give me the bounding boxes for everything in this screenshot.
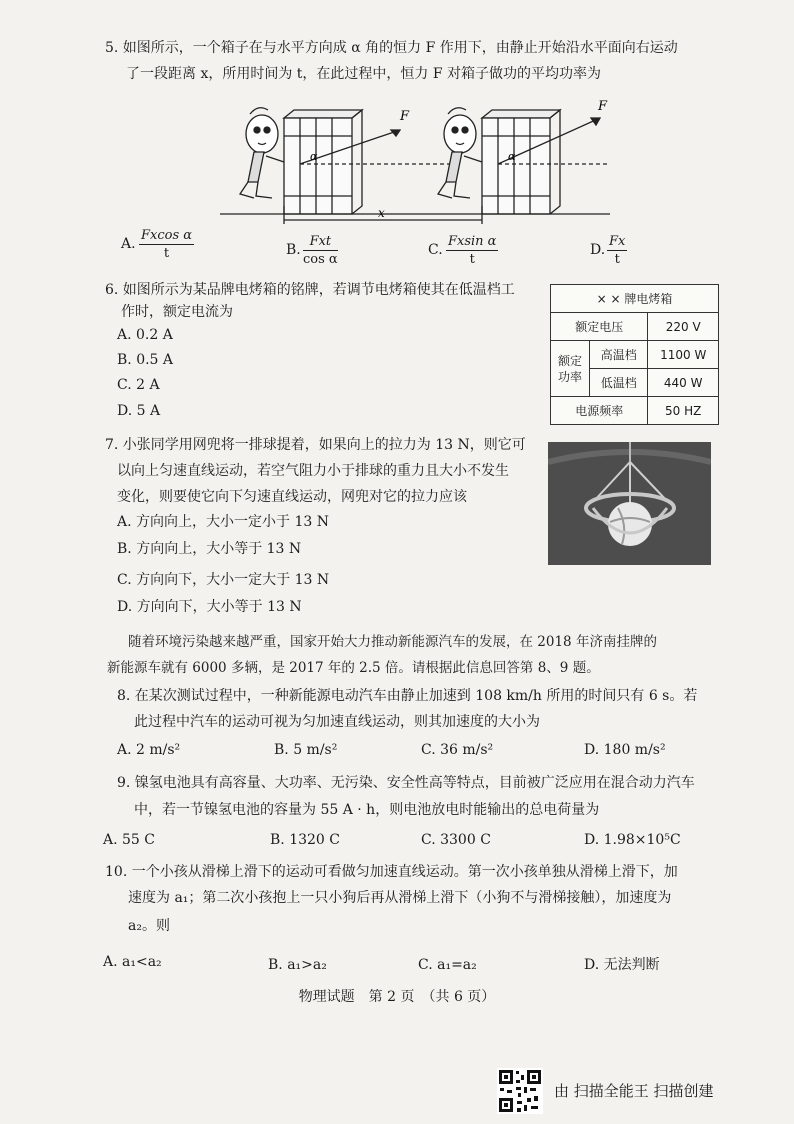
q7-stem-line1: 7. 小张同学用网兜将一排球提着，如果向上的拉力为 13 N，则它可: [105, 437, 526, 453]
q9-option-b[interactable]: B. 1320 C: [270, 832, 340, 848]
q8-option-d[interactable]: D. 180 m/s²: [584, 742, 666, 758]
crate-right-icon: [482, 110, 560, 214]
distance-label: x: [378, 206, 385, 220]
force-label-2: F: [598, 99, 608, 114]
q10-option-a[interactable]: A. a₁<a₂: [103, 954, 162, 970]
q5-option-a-fraction[interactable]: [139, 228, 194, 261]
rated-voltage-value: 220 V: [648, 313, 719, 341]
q7-option-d[interactable]: D. 方向向下，大小等于 13 N: [117, 599, 302, 615]
high-setting-label: 高温档: [590, 341, 648, 369]
frequency-value: 50 HZ: [648, 397, 719, 425]
q6-option-d[interactable]: D. 5 A: [117, 403, 161, 419]
q10-option-b[interactable]: B. a₁>a₂: [268, 957, 327, 973]
q9-stem-line1: 9. 镍氢电池具有高容量、大功率、无污染、安全性高等特点，目前被广泛应用在混合动力汽车: [117, 775, 695, 791]
q9-option-d[interactable]: D. 1.98×10⁵C: [584, 832, 681, 848]
q5-option-a-denominator: t: [163, 246, 170, 261]
low-setting-label: 低温档: [590, 369, 648, 397]
q9-stem-line2: 中，若一节镍氢电池的容量为 55 A · h，则电池放电时能输出的总电荷量为: [134, 802, 600, 818]
q5-option-b-numerator: Fxt: [303, 234, 338, 251]
q5-option-b-fraction[interactable]: [303, 234, 338, 267]
q5-option-c-denominator: t: [469, 252, 475, 267]
q7-stem-line3: 变化，则要使它向下匀速直线运动，网兜对它的拉力应该: [117, 489, 467, 505]
q7-stem-line2: 以向上匀速直线运动，若空气阻力小于排球的重力且大小不发生: [117, 463, 509, 479]
scanner-watermark-text: 由 扫描全能王 扫描创建: [554, 1082, 714, 1100]
q5-option-c-letter[interactable]: C.: [428, 242, 443, 258]
q5-stem-line1: 5. 如图所示，一个箱子在与水平方向成 α 角的恒力 F 作用下，由静止开始沿水平面向右运动: [105, 40, 678, 56]
force-label-1: F: [400, 109, 410, 124]
q10-stem-line3: a₂。则: [128, 918, 170, 934]
q10-option-c[interactable]: C. a₁=a₂: [418, 957, 477, 973]
passage-line2: 新能源车就有 6000 多辆，是 2017 年的 2.5 倍。请根据此信息回答第 8、9 题。: [107, 660, 600, 676]
q6-stem-line2: 作时，额定电流为: [121, 304, 233, 320]
q5-option-d-numerator: Fx: [609, 234, 626, 249]
q5-option-a-letter[interactable]: A.: [121, 236, 136, 252]
q8-option-c[interactable]: C. 36 m/s²: [421, 742, 494, 758]
q6-stem-line1: 6. 如图所示为某品牌电烤箱的铭牌，若调节电烤箱使其在低温档工: [105, 282, 515, 298]
frequency-label: 电源频率: [551, 397, 648, 425]
q6-option-a[interactable]: A. 0.2 A: [117, 327, 173, 343]
q7-option-b[interactable]: B. 方向向上，大小等于 13 N: [117, 541, 302, 557]
nameplate-title: × × 牌电烤箱: [551, 285, 719, 313]
crate-left-icon: [284, 110, 362, 214]
q5-option-c-fraction[interactable]: [446, 234, 498, 267]
q9-option-c[interactable]: C. 3300 C: [421, 832, 491, 848]
person-right-icon: [438, 108, 482, 198]
q5-option-b-letter[interactable]: B.: [286, 242, 301, 258]
rated-power-label: 额定功率: [551, 341, 590, 397]
person-left-icon: [240, 108, 284, 198]
q7-option-c[interactable]: C. 方向向下，大小一定大于 13 N: [117, 572, 330, 588]
q5-option-d-fraction[interactable]: [607, 234, 627, 267]
nameplate-table: [550, 284, 719, 425]
q5-stem-line2: 了一段距离 x，所用时间为 t，在此过程中，恒力 F 对箱子做功的平均功率为: [126, 66, 602, 82]
q6-option-b[interactable]: B. 0.5 A: [117, 352, 174, 368]
q9-option-a[interactable]: A. 55 C: [103, 832, 155, 848]
q8-option-a[interactable]: A. 2 m/s²: [117, 742, 181, 758]
q8-stem-line1: 8. 在某次测试过程中，一种新能源电动汽车由静止加速到 108 km/h 所用的时间只有 6 s。若: [117, 688, 698, 704]
rated-voltage-label: 额定电压: [551, 313, 648, 341]
passage-line1: 随着环境污染越来越严重，国家开始大力推动新能源汽车的发展，在 2018 年济南挂牌的: [128, 634, 657, 650]
q8-option-b[interactable]: B. 5 m/s²: [274, 742, 338, 758]
volleyball-net-photo: [548, 442, 711, 565]
q10-option-d[interactable]: D. 无法判断: [584, 957, 660, 973]
q5-figure: [220, 96, 620, 226]
angle-label-1: α: [310, 150, 318, 163]
qr-code-icon: [497, 1068, 543, 1114]
q5-option-d-letter[interactable]: D.: [590, 242, 606, 258]
q7-option-a[interactable]: A. 方向向上，大小一定小于 13 N: [117, 514, 329, 530]
q5-option-d-denominator: t: [614, 252, 620, 267]
q10-stem-line1: 10. 一个小孩从滑梯上滑下的运动可看做匀加速直线运动。第一次小孩单独从滑梯上滑下，加: [105, 864, 678, 880]
page-footer: 物理试题 第 2 页 （共 6 页）: [298, 989, 496, 1005]
q10-stem-line2: 速度为 a₁；第二次小孩抱上一只小狗后再从滑梯上滑下（小狗不与滑梯接触），加速度为: [128, 890, 672, 906]
q8-stem-line2: 此过程中汽车的运动可视为匀加速直线运动，则其加速度的大小为: [134, 714, 540, 730]
q5-option-b-denominator: cos α: [303, 252, 338, 267]
angle-label-2: α: [508, 150, 516, 163]
q6-option-c[interactable]: C. 2 A: [117, 377, 160, 393]
q5-option-a-numerator: Fxcos α: [141, 228, 193, 243]
q5-option-c-numerator: Fxsin α: [448, 234, 497, 249]
low-setting-value: 440 W: [648, 369, 719, 397]
high-setting-value: 1100 W: [648, 341, 719, 369]
